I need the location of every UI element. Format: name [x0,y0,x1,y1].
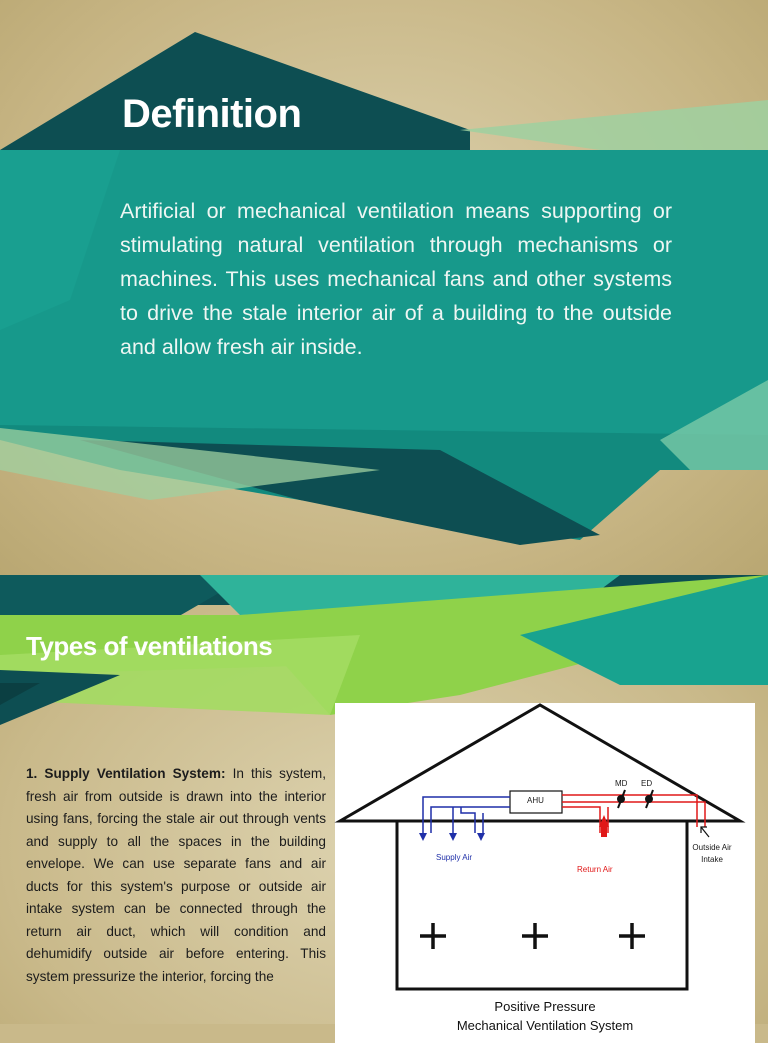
section-title: Types of ventilations [26,631,273,661]
return-arrow-shaft [601,827,607,837]
return-air-label: Return Air [577,865,613,874]
house-diagram-svg [335,703,755,1043]
ahu-label: AHU [527,796,544,805]
slide-types-of-ventilations [0,575,768,1033]
supply-air-label: Supply Air [436,853,473,862]
definition-text: Artificial or mechanical ventilation means supporting or stimulating natural ventilation through mechanisms or machines. This uses mechanical fans and other systems to drive the stale interior air of a building to the outside and allow fresh air inside. [120,199,672,359]
md-label: MD [615,779,628,788]
house-outline [397,821,687,989]
outside-intake-arrow-icon [701,827,709,837]
md-damper-icon [617,795,625,803]
page-title: Definition [122,92,302,136]
positive-pressure-plus-icons [420,923,645,949]
item-heading: 1. Supply Ventilation System: [26,766,226,781]
ed-damper-icon [645,795,653,803]
ventilation-diagram [335,703,755,1043]
return-duct [562,795,705,833]
outside-air-intake-label: Outside Air Intake [692,843,732,864]
supply-ventilation-text [26,763,326,988]
supply-duct [423,797,510,833]
diagram-caption-line1: Positive Pressure [494,999,596,1014]
item-text: In this system, fresh air from outside is drawn into the interior using fans, forcing the stale air out through vents and supply to all the spaces in the building envelope. We can use separate fans and air ducts for this system's purpose or outside air intake system can be connected through the return air duct, which will condition and dehumidify outside air before entering. This system pressurize the interior, forcing the [26,766,327,984]
diagram-caption-line2: Mechanical Ventilation System [456,1018,634,1033]
supply-arrows [419,833,485,841]
ed-label: ED [641,779,653,788]
